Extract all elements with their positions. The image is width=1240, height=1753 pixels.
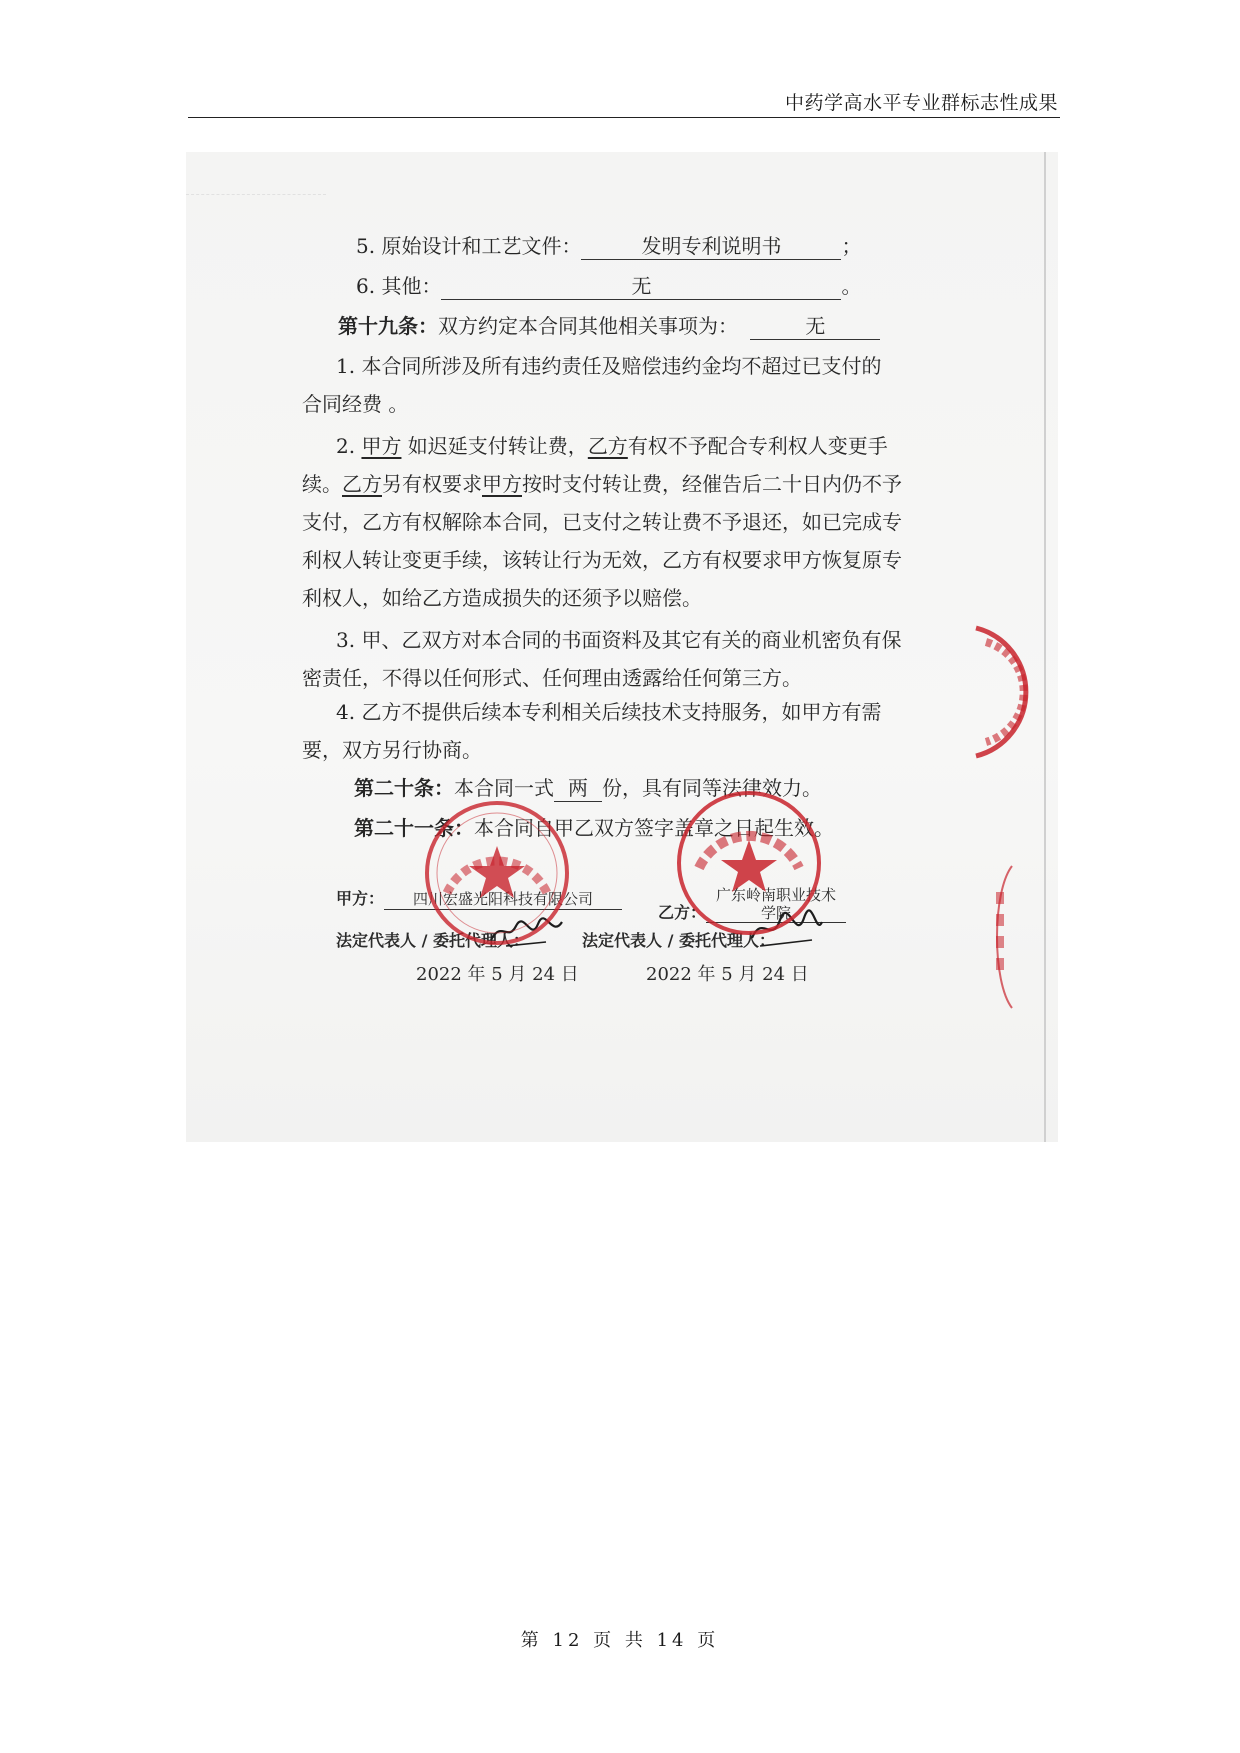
page-header bbox=[188, 86, 1060, 118]
article-21-title: 第二十一条： bbox=[354, 816, 474, 840]
clause-3-line-2: 密责任，不得以任何形式、任何理由透露给任何第三方。 bbox=[302, 666, 802, 690]
party-b-date: 2022 年 5 月 24 日 bbox=[646, 964, 809, 985]
item-5-end: ； bbox=[841, 234, 862, 258]
article-21-text: 本合同自甲乙双方签字盖章之日起生效。 bbox=[474, 816, 834, 840]
article-19-text: 双方约定本合同其他相关事项为： bbox=[438, 314, 738, 338]
party-b-name: 广东岭南职业技术学院 bbox=[706, 886, 846, 923]
party-a-label: 甲方： bbox=[336, 889, 385, 908]
clause-2-line-1 bbox=[336, 430, 888, 459]
clause-2-text-c: 有权不予配合专利权人变更手 bbox=[627, 434, 888, 458]
clause-1-line-1: 1. 本合同所涉及所有违约责任及赔偿违约金均不超过已支付的 bbox=[336, 354, 882, 378]
article-20-text-b: 份，具有同等法律效力。 bbox=[602, 776, 822, 800]
clause-2-text-e: 另有权要求 bbox=[382, 472, 482, 496]
clause-4-line-2: 要，双方另行协商。 bbox=[302, 738, 482, 762]
clause-2-party-a-2: 甲方 bbox=[482, 472, 522, 496]
clause-2-line-5: 利权人，如给乙方造成损失的还须予以赔偿。 bbox=[302, 586, 702, 610]
article-20-value: 两 bbox=[554, 772, 602, 802]
header-title: 中药学高水平专业群标志性成果 bbox=[784, 92, 1058, 114]
party-a-date: 2022 年 5 月 24 日 bbox=[416, 964, 579, 985]
clause-2-text-b: 如迟延支付转让费， bbox=[401, 434, 588, 458]
clause-1-line-2: 合同经费 。 bbox=[302, 392, 409, 416]
clause-2-line-4: 利权人转让变更手续，该转让行为无效，乙方有权要求甲方恢复原专 bbox=[302, 548, 902, 572]
item-6-value: 无 bbox=[441, 270, 841, 300]
article-20-title: 第二十条： bbox=[354, 776, 454, 800]
side-seal-icon bbox=[972, 622, 1032, 762]
clause-4-line-1: 4. 乙方不提供后续本专利相关后续技术支持服务，如甲方有需 bbox=[336, 700, 882, 724]
scan-artifact bbox=[186, 194, 326, 195]
clause-2-number: 2. bbox=[336, 434, 362, 458]
article-19-value: 无 bbox=[750, 310, 880, 340]
scanned-contract-page bbox=[186, 152, 1058, 1142]
clause-2-line-2 bbox=[302, 468, 902, 497]
item-6-end: 。 bbox=[841, 274, 862, 298]
clause-2-party-b-2: 乙方 bbox=[342, 472, 382, 496]
clause-2-party-b: 乙方 bbox=[587, 434, 628, 458]
party-b-label: 乙方： bbox=[658, 903, 707, 922]
clause-2-party-a: 甲方 bbox=[361, 434, 402, 458]
page-number: 第 12 页 共 14 页 bbox=[520, 1630, 720, 1651]
scan-edge bbox=[1044, 152, 1046, 1142]
seal-party-a-icon bbox=[422, 798, 572, 948]
clause-2-text-f: 按时支付转让费，经催告后二十日内仍不予 bbox=[522, 472, 902, 496]
item-5-value: 发明专利说明书 bbox=[581, 230, 841, 260]
article-19 bbox=[338, 310, 880, 340]
party-a-rep-label: 法定代表人 / 委托代理人： bbox=[336, 931, 529, 950]
clause-2-line-3: 支付，乙方有权解除本合同，已支付之转让费不予退还，如已完成专 bbox=[302, 510, 902, 534]
item-6 bbox=[356, 270, 861, 300]
item-5-label: 5. 原始设计和工艺文件： bbox=[356, 234, 582, 258]
clause-3-line-1: 3. 甲、乙双方对本合同的书面资料及其它有关的商业机密负有保 bbox=[336, 628, 902, 652]
seal-party-b-icon bbox=[674, 788, 824, 938]
margin-stamp-icon bbox=[982, 862, 1022, 1012]
item-6-label: 6. 其他： bbox=[356, 274, 442, 298]
party-a-name: 四川宏盛光阳科技有限公司 bbox=[384, 888, 622, 910]
item-5 bbox=[356, 230, 861, 260]
article-19-title: 第十九条： bbox=[338, 314, 438, 338]
article-20-text-a: 本合同一式 bbox=[454, 776, 554, 800]
party-b-rep-label: 法定代表人 / 委托代理人： bbox=[582, 931, 775, 950]
clause-2-text-d: 续。 bbox=[302, 472, 342, 496]
